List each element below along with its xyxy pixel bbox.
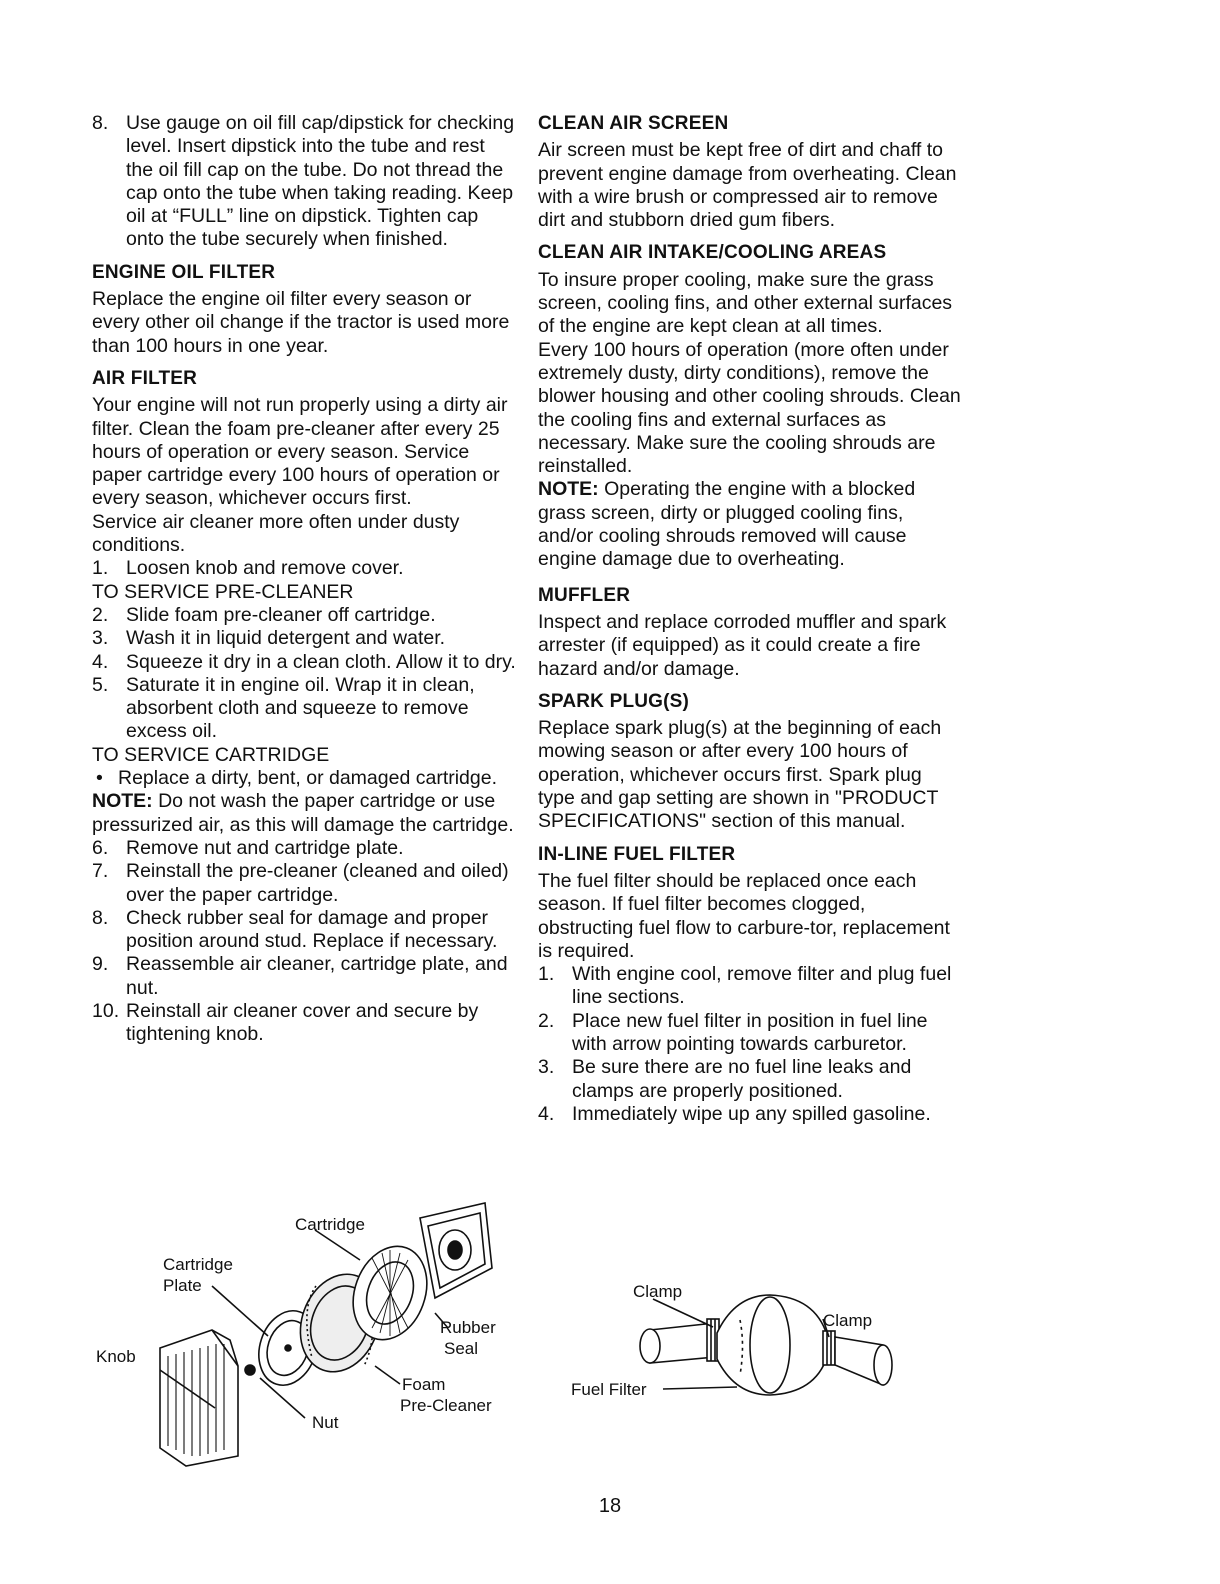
air-filter-body: Your engine will not run properly using a dirty air filter. Clean the foam pre-cleaner after every 25 hours of operation or every season. Service paper cartridge every 100 hours of operation or every season, whichever occurs first.	[92, 394, 508, 510]
list-item: 10. Reinstall air cleaner cover and secure by tightening knob.	[92, 999, 479, 1046]
note: NOTE: Operating the engine with a blocked grass screen, dirty or plugged cooling fins, and/or cooling shrouds removed will cause engine damage due to overheating.	[538, 478, 916, 571]
label-cartridge: Cartridge	[295, 1215, 365, 1234]
label-cartridge-plate-2: Plate	[163, 1276, 202, 1295]
list-item: 4. Squeeze it dry in a clean cloth. Allow it to dry.	[92, 650, 516, 673]
air-filter-heading: AIR FILTER	[92, 367, 198, 389]
page-number: 18	[598, 1495, 622, 1517]
air-filter-body-2: Service air cleaner more often under dusty conditions.	[92, 510, 460, 557]
cooling-body: To insure proper cooling, make sure the grass screen, cooling fins, and other external surfaces of the engine are kept clean at all times.	[538, 268, 953, 338]
list-item: 3. Be sure there are no fuel line leaks and clamps are properly positioned.	[538, 1056, 912, 1102]
spark-plugs-body: Replace spark plug(s) at the beginning of each mowing season or after every 100 hours of operation, whichever occurs first. Spark plug type and gap setting are shown in "PRODUCT SPECIFICATIONS" section of this manual.	[538, 717, 942, 833]
label-knob: Knob	[96, 1347, 136, 1366]
list-item: • Replace a dirty, bent, or damaged cartridge.	[96, 767, 498, 790]
label-nut: Nut	[312, 1413, 339, 1432]
list-item: 3. Wash it in liquid detergent and water.	[92, 627, 446, 650]
engine-oil-filter-body: Replace the engine oil filter every season or every other oil change if the tractor is used more than 100 hours in one year.	[92, 288, 510, 357]
right-column	[538, 112, 963, 1126]
list-item: 2. Slide foam pre-cleaner off cartridge.	[92, 603, 436, 626]
fuel-filter-body: The fuel filter should be replaced once each season. If fuel filter becomes clogged, obstructing fuel flow to carbure-tor, replacement is required.	[538, 869, 950, 962]
muffler-body: Inspect and replace corroded muffler and spark arrester (if equipped) as it could create a fire hazard and/or damage.	[538, 610, 947, 680]
clean-air-screen-body: Air screen must be kept free of dirt and chaff to prevent engine damage from overheating. Clean with a wire brush or compressed air to remove dirt and stubborn dried gum fibers.	[538, 139, 957, 232]
left-column	[92, 112, 517, 1047]
list-item: 9. Reassemble air cleaner, cartridge plate, and nut.	[92, 953, 508, 999]
list-item: 8. Use gauge on oil fill cap/dipstick for checking level. Insert dipstick into the tube and rest the oil fill cap on the tube. Do not thread the cap onto the tube when taking reading. Keep oil at “FULL” line on dipstick. Tighten cap onto the tube securely when finished.	[92, 112, 515, 251]
air-cleaner-diagram	[90, 1198, 520, 1468]
label-foam: Foam	[402, 1375, 446, 1394]
list-item: 7. Reinstall the pre-cleaner (cleaned and oiled) over the paper cartridge.	[92, 860, 509, 906]
label-rubber: Rubber	[440, 1318, 496, 1337]
list-item: 6. Remove nut and cartridge plate.	[92, 836, 404, 859]
label-clamp-left: Clamp	[633, 1282, 683, 1301]
label-cartridge-plate: Cartridge	[163, 1255, 233, 1274]
note: NOTE: Do not wash the paper cartridge or use pressurized air, as this will damage the cartridge.	[92, 790, 514, 836]
clean-air-screen-heading: CLEAN AIR SCREEN	[538, 113, 729, 134]
fuel-filter-body	[717, 1295, 827, 1395]
nut-shape	[245, 1365, 255, 1375]
engine-oil-filter-heading: ENGINE OIL FILTER	[92, 261, 276, 283]
label-clamp-right: Clamp	[823, 1311, 873, 1330]
list-item: 8. Check rubber seal for damage and proper position around stud. Replace if necessary.	[92, 906, 498, 953]
label-pre-cleaner: Pre-Cleaner	[400, 1396, 492, 1415]
label-fuel-filter: Fuel Filter	[571, 1380, 647, 1399]
list-item: 1. Loosen knob and remove cover.	[92, 557, 404, 580]
list-item: 1. With engine cool, remove filter and plug fuel line sections.	[538, 963, 952, 1009]
list-item: 4. Immediately wipe up any spilled gasoline.	[538, 1102, 931, 1125]
fuel-filter-diagram	[565, 1275, 915, 1415]
fuel-filter-heading: IN-LINE FUEL FILTER	[538, 843, 736, 865]
spark-plugs-heading: SPARK PLUG(S)	[538, 690, 690, 712]
cooling-body-2: Every 100 hours of operation (more often under extremely dusty, dirty conditions), remove the blower housing and other cooling shrouds. Clean the cooling fins and external surfaces as necessary. Make sure the cooling shrouds are reinstalled.	[538, 338, 961, 478]
label-seal: Seal	[444, 1339, 479, 1358]
list-item: 2. Place new fuel filter in position in fuel line with arrow pointing towards carburetor.	[538, 1009, 928, 1055]
sub-heading: TO SERVICE CARTRIDGE	[92, 743, 330, 766]
list-item: 5. Saturate it in engine oil. Wrap it in clean, absorbent cloth and squeeze to remove excess oil.	[92, 673, 475, 743]
cooling-heading: CLEAN AIR INTAKE/COOLING AREAS	[538, 242, 887, 264]
sub-heading: TO SERVICE PRE-CLEANER	[92, 580, 354, 603]
muffler-heading: MUFFLER	[538, 584, 631, 606]
